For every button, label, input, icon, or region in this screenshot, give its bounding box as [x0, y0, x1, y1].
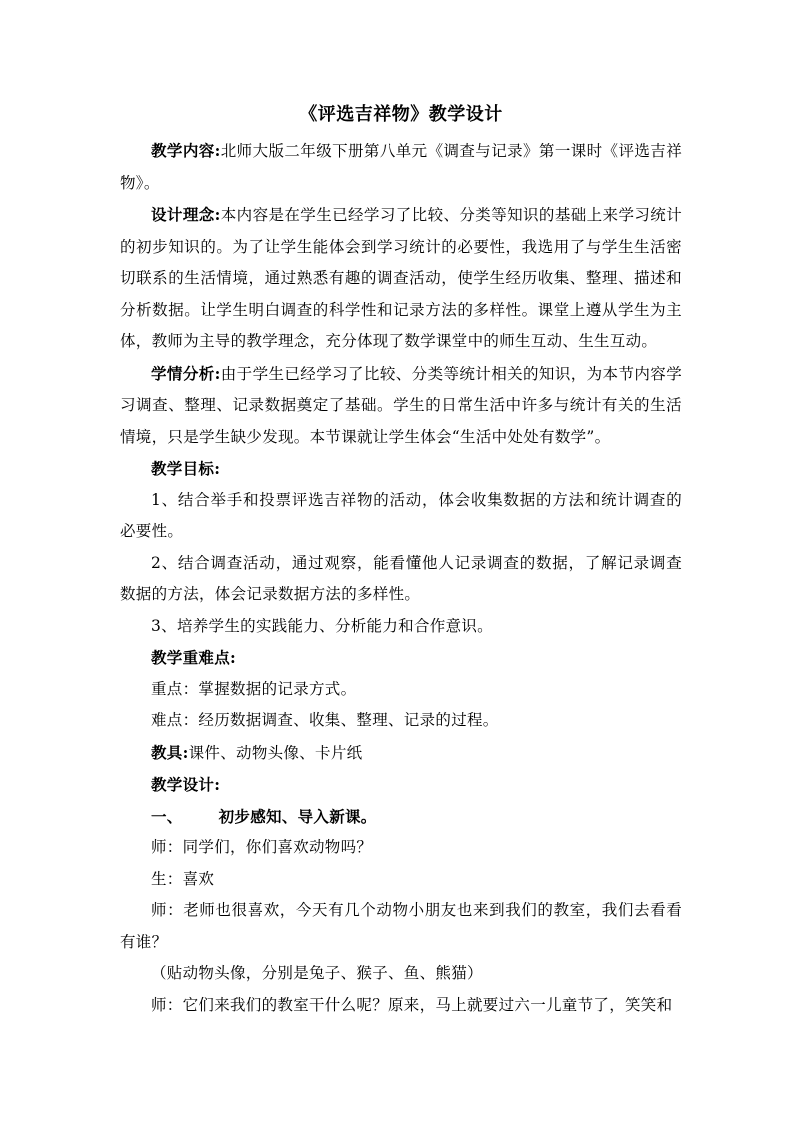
- teaching-goals-heading: 教学目标:: [151, 459, 221, 478]
- learning-analysis-label: 学情分析:: [151, 363, 221, 383]
- dialogue-line: 师：老师也很喜欢，今天有几个动物小朋友也来到我们的教室，我们去看看有谁？: [120, 901, 682, 951]
- key-difficult-heading: 教学重难点:: [151, 648, 237, 667]
- teaching-tools-text: 课件、动物头像、卡片纸: [188, 743, 363, 762]
- teaching-content-paragraph: [120, 135, 682, 199]
- learning-analysis-paragraph: [120, 358, 682, 454]
- design-concept-paragraph: [120, 199, 682, 358]
- teaching-design-heading: 教学设计:: [151, 775, 221, 794]
- learning-analysis-text: 由于学生已经学习了比较、分类等统计相关的知识，为本节内容学习调查、整理、记录数据奠定了基础。学生的日常生活中许多与统计有关的生活情境，只是学生缺少发现。本节课就让学生体会“生活中处处有数学”。: [120, 364, 682, 446]
- teaching-content-label: 教学内容:: [151, 141, 221, 160]
- goal-item: 2、结合调查活动，通过观察，能看懂他人记录调查的数据，了解记录调查数据的方法，体会记录数据方法的多样性。: [120, 553, 682, 603]
- goal-item: 3、培养学生的实践能力、分析能力和合作意识。: [151, 616, 493, 635]
- dialogue-line: （贴动物头像，分别是兔子、猴子、鱼、熊猫）: [151, 964, 483, 982]
- document-title: 《评选吉祥物》教学设计: [299, 104, 503, 125]
- teaching-tools-label: 教具:: [151, 742, 189, 762]
- dialogue-line: 师：它们来我们的教室干什么呢？原来，马上就要过六一儿童节了，笑笑和: [151, 995, 673, 1014]
- design-concept-label: 设计理念:: [151, 205, 221, 224]
- goal-item: 1、结合举手和投票评选吉祥物的活动，体会收集数据的方法和统计调查的必要性。: [120, 490, 682, 540]
- difficult-point: 难点：经历数据调查、收集、整理、记录的过程。: [151, 711, 499, 729]
- design-concept-text: 本内容是在学生已经学习了比较、分类等知识的基础上来学习统计的初步知识的。为了让学生能体会到学习统计的必要性，我选用了与学生生活密切联系的生活情境，通过熟悉有趣的调查活动，使学生经历收集、整理、描述和分析数据。让学生明白调查的科学性和记录方法的多样性。课堂上遵从学生为主体，教师为主导的教学理念，充分体现了数学课堂中的师生互动、生生互动。: [120, 206, 682, 350]
- document-content: [120, 103, 682, 1021]
- section-one-heading: [120, 801, 682, 833]
- teaching-tools-paragraph: [120, 737, 682, 770]
- section-one-number: 一、: [151, 806, 183, 826]
- dialogue-line: 师：同学们，你们喜欢动物吗？: [151, 838, 373, 856]
- key-point: 重点：掌握数据的记录方式。: [151, 679, 357, 698]
- teaching-content-text: 北师大版二年级下册第八单元《调查与记录》第一课时《评选吉祥物》。: [120, 142, 682, 192]
- section-one-title: 初步感知、导入新课。: [218, 806, 377, 826]
- dialogue-line: 生：喜欢: [151, 869, 215, 888]
